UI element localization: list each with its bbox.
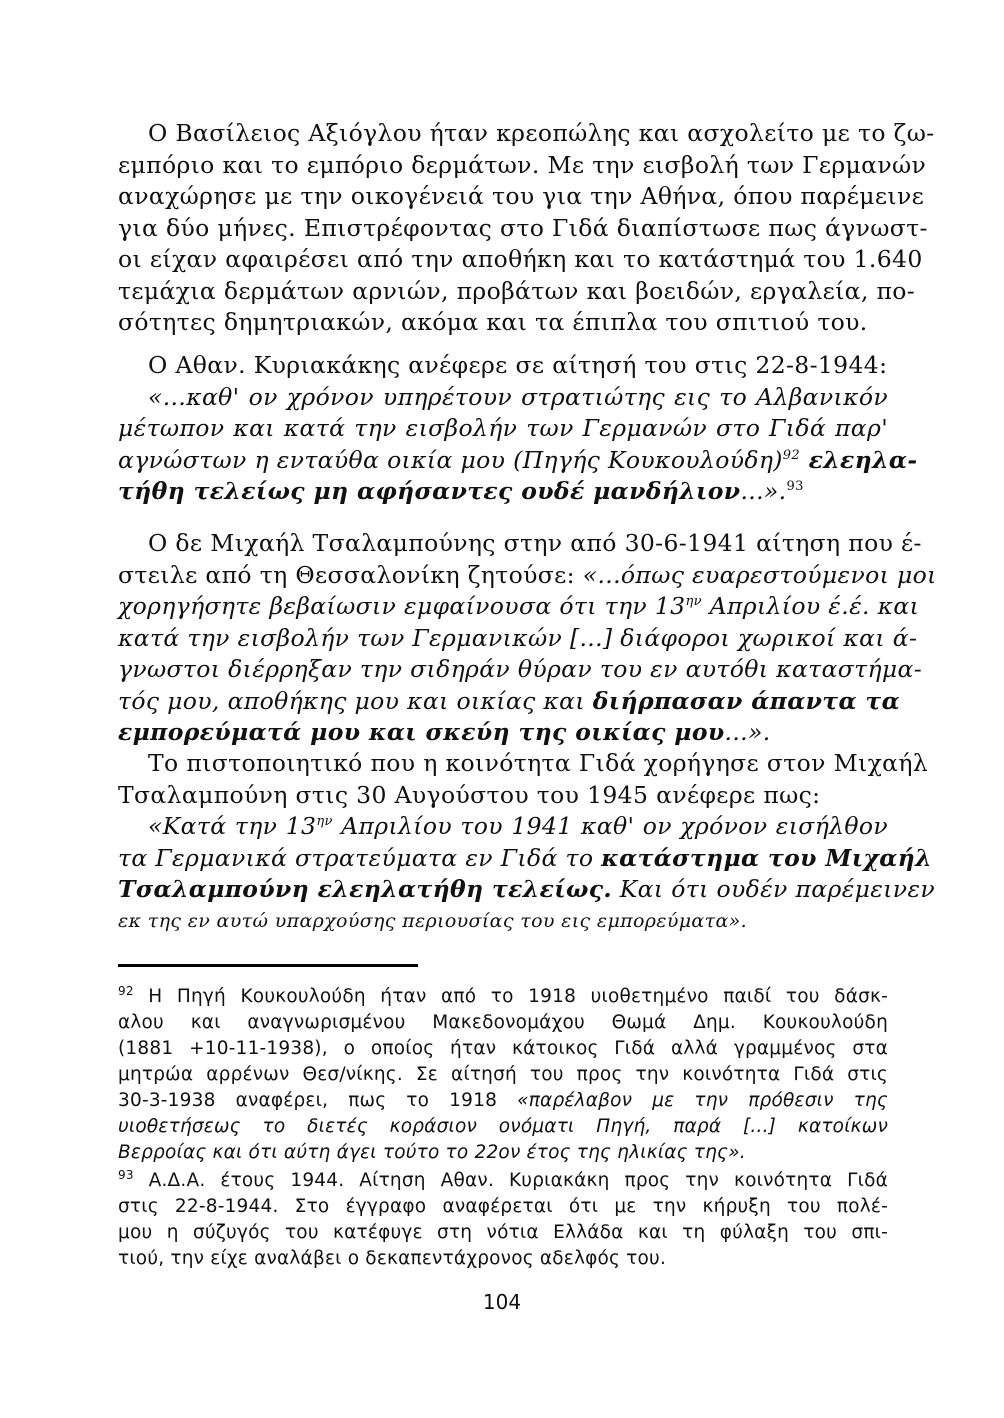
superscript: ην xyxy=(685,594,702,610)
footnote-line: στις 22-8-1944. Στο έγγραφο αναφέρεται ότι με την κήρυξη του πολέ- xyxy=(118,1196,888,1217)
text-line xyxy=(118,560,937,592)
footnote-number: 93 xyxy=(118,1167,134,1182)
text-line: Το πιστοποιητικό που η κοινότητα Γιδά χορήγησε στον Μιχαήλ xyxy=(148,749,929,777)
text-segment: στειλε από τη Θεσσαλονίκη ζητούσε: xyxy=(118,560,583,589)
footnote-line xyxy=(118,1168,888,1194)
text-line: Ο Αθαν. Κυριακάκης ανέφερε σε αίτησή του στις 22-8-1944: xyxy=(148,351,888,379)
text-line: για δύο μήνες. Επιστρέφοντας στο Γιδά διαπίστωσε πως άγνωστ- xyxy=(118,213,928,242)
footnote-line: αλου και αναγνωρισμένου Μακεδονομάχου Θωμά Δημ. Κουκουλούδη xyxy=(118,1012,888,1033)
quote-line: κατά την εισβολήν των Γερμανικών [...] διάφοροι χωρικοί και ά- xyxy=(118,623,918,652)
quote-segment: τός μου, αποθήκης μου και οικίας και xyxy=(118,686,593,715)
quote-segment: Απριλίου έ.έ. και xyxy=(701,592,920,620)
quote-line: γνωστοι διέρρηξαν την σιδηράν θύραν του εν αυτόθι καταστήμα- xyxy=(118,655,923,683)
footnote-line: μου η σύζυγός του κατέφυγε στη νότια Ελλάδα και τη φύλαξη του σπι- xyxy=(118,1222,888,1243)
footnote-segment: 30-3-1938 αναφέρει, πως το 1918 xyxy=(118,1090,518,1111)
footnote-line: (1881 +10-11-1938), ο οποίος ήταν κάτοικος Γιδά αλλά γραμμένος στα xyxy=(118,1038,888,1059)
quote-line: εκ της εν αυτώ υπαρχούσης περιουσίας του εις εμπορεύματα». xyxy=(118,909,748,932)
footnote-line: μητρώα αρρένων Θεσ/νίκης. Σε αίτησή του προς την κοινότητα Γιδά στις xyxy=(118,1064,888,1085)
text-line: τεμάχια δερμάτων αρνιών, προβάτων και βοειδών, εργαλεία, πο- xyxy=(118,276,916,305)
footnote-line xyxy=(118,984,888,1010)
paragraph-kyriakakis xyxy=(118,350,918,508)
text-line: Ο δε Μιχαήλ Τσαλαμπούνης στην από 30-6-1941 αίτηση που έ- xyxy=(148,529,922,557)
quote-line xyxy=(118,843,932,875)
quote-line xyxy=(118,591,920,623)
quote-bold-segment: εμπορεύματά μου και σκεύη της οικίας μου xyxy=(118,718,725,746)
text-line: Ο Βασίλειος Αξιόγλου ήταν κρεοπώλης και ασχολείτο με το ζω- xyxy=(148,119,935,147)
page-number: 104 xyxy=(482,1290,522,1314)
footnote-93 xyxy=(118,1168,888,1272)
footnote-ref-92: 92 xyxy=(782,447,801,463)
footnote-line: τιού, την είχε αναλάβει ο δεκαπεντάχρονος αδελφός του. xyxy=(118,1248,667,1269)
quote-segment: «Κατά την 13 xyxy=(148,812,317,840)
footnote-segment: Α.Δ.Α. έτους 1944. Αίτηση Αθαν. Κυριακάκη προς την κοινότητα Γιδά xyxy=(133,1170,888,1191)
footnote-92 xyxy=(118,984,888,1166)
footnote-segment: Η Πηγή Κουκουλούδη ήταν από το 1918 υιοθετημένο παιδί του δάσκ- xyxy=(133,986,888,1007)
quote-segment: Και ότι ουδέν παρέμεινεν xyxy=(611,875,936,903)
footnote-line xyxy=(118,1088,888,1114)
quote-bold-segment: Τσαλαμπούνη ελεηλατήθη τελείως. xyxy=(118,875,612,903)
quote-line: «...καθ' ον χρόνον υπηρέτουν στρατιώτης εις το Αλβανικόν xyxy=(148,382,888,411)
quote-segment: τα Γερμανικά στρατεύματα εν Γιδά το xyxy=(118,843,602,872)
paragraph-axioglou xyxy=(118,118,935,339)
footnote-ref-93: 93 xyxy=(786,479,804,495)
text-line: εμπόριο και το εμπόριο δερμάτων. Με την εισβολή των Γερμανών xyxy=(118,150,927,179)
footnote-quote: «παρέλαβον με την πρόθεσιν της xyxy=(517,1090,888,1111)
quote-segment: αγνώστων η ενταύθα οικία μου (Πηγής Κουκουλούδη) xyxy=(118,445,783,474)
quote-line xyxy=(118,686,901,718)
text-line: σότητες δημητριακών, ακόμα και τα έπιπλα του σπιτιού του. xyxy=(118,308,868,336)
quote-segment: χορηγήσητε βεβαίωσιν εμφαίνουσα ότι την 13 xyxy=(118,592,686,620)
text-line: Τσαλαμπούνη στις 30 Αυγούστου του 1945 ανέφερε πως: xyxy=(118,780,821,809)
footnote-line: Βερροίας και ότι αύτη άγει τούτο το 22ον έτος της ηλικίας της». xyxy=(118,1142,746,1163)
quote-line xyxy=(118,445,918,477)
quote-line xyxy=(118,874,936,906)
footnote-divider xyxy=(118,964,418,967)
paragraph-certificate xyxy=(118,748,936,937)
quote-line xyxy=(118,476,888,508)
footnote-line: υιοθετήσεως το διετές κοράσιον ονόματι Πηγή, παρά [...] κατοίκων xyxy=(118,1116,888,1137)
quote-bold-segment: διήρπασαν άπαντα τα xyxy=(592,686,901,715)
text-line: οι είχαν αφαιρέσει από την αποθήκη και το κατάστημά του 1.640 xyxy=(118,245,923,273)
quote-segment: Απριλίου του 1941 καθ' ον χρόνον εισήλθον xyxy=(332,812,888,840)
quote-bold-segment: τήθη τελείως μη αφήσαντες ουδέ μανδήλιον xyxy=(118,477,741,505)
text-line: αναχώρησε με την οικογένειά του για την Αθήνα, όπου παρέμεινε xyxy=(118,182,925,210)
quote-segment: ...». xyxy=(724,718,771,746)
quote-bold-segment: ελεηλα- xyxy=(800,445,918,474)
superscript: ην xyxy=(316,814,333,830)
quote-segment: ...». xyxy=(740,477,787,505)
quote-line: μέτωπον και κατά την εισβολήν των Γερμανών στο Γιδά παρ' xyxy=(118,414,888,442)
footnote-number: 92 xyxy=(118,983,134,998)
quote-bold-segment: κατάστημα του Μιχαήλ xyxy=(601,843,932,872)
quote-segment: «...όπως ευαρεστούμενοι μοι xyxy=(582,560,937,589)
paragraph-tsalampounis xyxy=(118,528,937,749)
quote-line xyxy=(118,717,888,749)
quote-line xyxy=(118,811,888,843)
